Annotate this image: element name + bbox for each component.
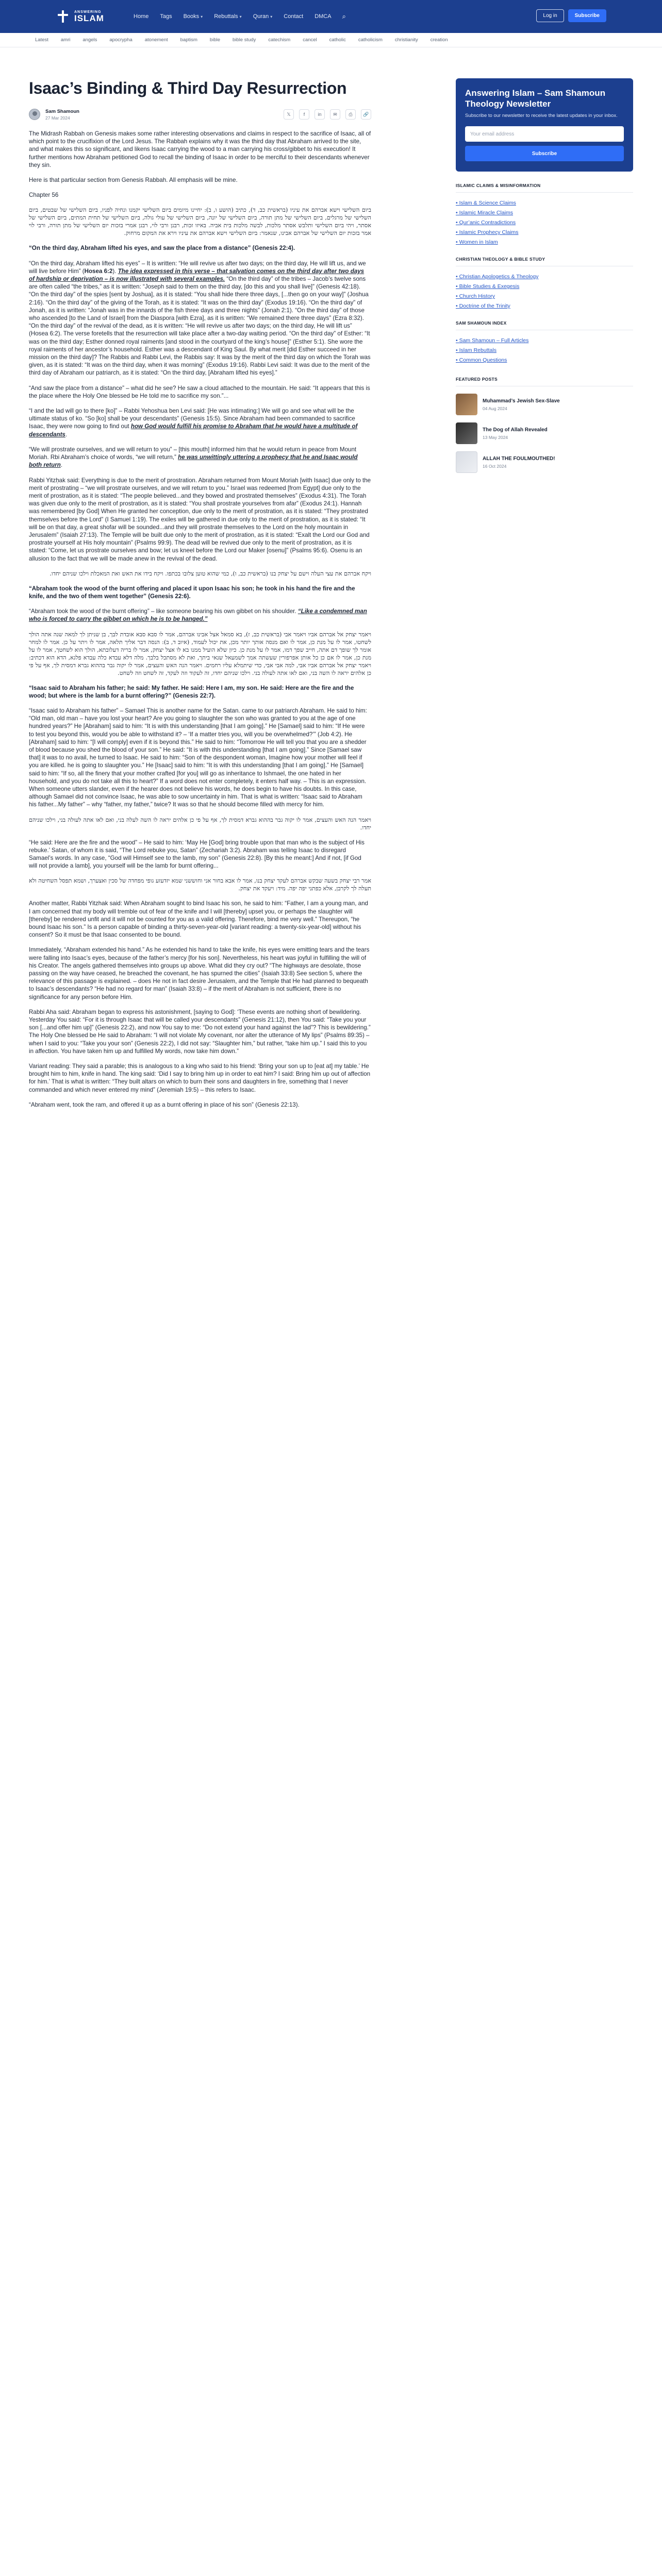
paragraph: Rabbi Yitzḥak said: Everything is due to the merit of prostration. Abraham returned from Mount Moriah [with Isaac] due only to the merit of prostrating – “we will prostrate ourselves, and we will return to you.” Israel was redeemed [from Egypt] due only to the merit of prostration, as it is stated: “The people believed...and they bowed and prostrated themselves” (Exodus 4:31). The Torah was given due only to the merit of prostration, as it is stated: “You shall prostrate yourselves from afar” (Exodus 24:1). Hannah was remembered [by God] When He granted her conception, due only to the merit of prostration, as it is stated: “They prostrated themselves before the Lord” (I Samuel 1:19). The exiles will be gathered in due only to the merit of prostration, as it is stated: “It will be on that day, a great shofar will be sounded...and they will prostrate themselves to the Lord on the holy mountain in Jerusalem” (Isaiah 27:13). The Temple will be built due only to the merit of prostration, as it is stated: “Exalt the Lord our God and prostrate yourself at His holy mountain” (Psalms 99:9). The dead will be revived due only to the merit of prostration, as it is stated: “Come, let us prostrate ourselves and bow; let us kneel before the Lord our Maker [osenu]” (Psalms 95:6). Osenu is an allusion to the fact that we will be made anew in the revival of the dead.: [29, 477, 371, 562]
hebrew-text: ויאמר הנה האש והעצים, אמר לו יקוה גבר בההוא גברא דמסית לך, אף על פי כן אלהים יראה לו השה לעלה בני, ואם לאו אתה לעולה בני, וילכו שניהם יחדו.: [29, 816, 371, 831]
print-icon[interactable]: ⎙: [345, 109, 356, 120]
newsletter-text: Subscribe to our newsletter to receive the latest updates in your inbox.: [465, 113, 618, 118]
tag-link[interactable]: catholic: [329, 37, 346, 43]
sidebar-link[interactable]: • Women in Islam: [456, 239, 633, 245]
article-main: [29, 78, 429, 1116]
featured-posts: [456, 377, 633, 473]
paragraph: “On the third day, Abraham lifted his eyes” – It is written: “He will revive us after two days; on the third day, He will lift us, and we will live before Him” (Hosea 6:2). The idea expressed in this verse – that salvation comes on the third day after two days of hardship or deprivation – is now illustrated with several examples. “On the third day” of the tribes – Jacob’s twelve sons are often called “the tribes,” as it is written: “Joseph said to them on the third day, [do this and you shall live]” (Genesis 42:18). “On the third day” of the spies [sent by Joshua], as it is stated: “You shall hide there three days, [...then go on your way]” (Joshua 2:16). “On the third day” of the giving of the Torah, as it is stated: “It was on the third day” (Exodus 19:16). “On the third day” of Jonah, as it is written: “Jonah was in the innards of the fish three days and three nights” (Jonah 2:1). “On the third day” of those who ascended [to the Land of Israel] from the Diaspora [with Ezra], as it is written: “We remained there three days” (Ezra 8:32). “On the third day” of the revival of the dead, as it is written: “He will revive us after two days; on the third day, He will lift us” (Hosea 6:2). The verse foretells that the resurrection will take place after a two-day waiting period. “On the third day” of Esther: “It was on the third day; Esther donned royal raiments [and stood in the courtyard of the king’s house]” (Esther 5:1). She wore the royal raiments of her ancestor’s household. Esther was a descendant of King Saul. By what merit [did Esther succeed in her mission on the third day]? The Rabbis and Rabbi Levi, the Rabbis say: It was by the merit of the third day on which the Torah was given, as it is stated: “It was on the third day, when it was morning” (Exodus 19:16). Rabbi Levi said: It was due to the merit of the third day of Abraham our patriarch, as it is stated: “On the third day, [Abraham lifted his eyes].”: [29, 260, 371, 377]
tag-link[interactable]: Latest: [35, 37, 48, 43]
sidebar-link[interactable]: • Christian Apologetics & Theology: [456, 274, 633, 280]
sidebar-link[interactable]: • Doctrine of the Trinity: [456, 303, 633, 309]
newsletter-subscribe-button[interactable]: Subscribe: [465, 146, 624, 161]
paragraph: “He said: Here are the fire and the wood” – He said to him: ‘May He [God] bring trouble upon that man who is the subject of His rebuke.’ Satan, of whom it is said, “The Lord rebuke you, Satan” (Zechariah 3:2). Abraham was telling Isaac to disregard Samael’s words. In any case, “God will Himself see to the lamb, my son” (Genesis 22:8). [By this he meant:] And if not, [if God will not provide a lamb], you yourself will be the lamb for burnt offering...: [29, 839, 365, 870]
tag-link[interactable]: angels: [82, 37, 97, 43]
sidebar-link[interactable]: • Common Questions: [456, 357, 633, 363]
paragraph: Variant reading: They said a parable; this is analogous to a king who said to his friend: ‘Bring your son up to [eat at] my table.’ He brought him to him, knife in hand. The king said: ‘Did I say to bring him up in order to eat him? I said: Bring him up out of affection for him.’ That is what is written: “They built altars on which to burn their sons and daughters in fire, something that I never commanded and which never entered my mind” (Jeremiah 19:5) – this refers to Isaac.: [29, 1063, 371, 1093]
sidebar-link[interactable]: • Islam Rebuttals: [456, 347, 633, 353]
featured-post[interactable]: [456, 394, 633, 415]
featured-post[interactable]: [456, 422, 633, 444]
featured-post[interactable]: [456, 451, 633, 473]
nav-item-home[interactable]: Home: [134, 13, 149, 20]
facebook-icon[interactable]: f: [299, 109, 309, 120]
tag-link[interactable]: bible study: [233, 37, 256, 43]
section-heading: CHRISTIAN THEOLOGY & BIBLE STUDY: [456, 257, 633, 266]
nav-item-rebuttals[interactable]: Rebuttals ▾: [214, 13, 242, 20]
sidebar: [456, 78, 633, 473]
search-icon[interactable]: ⌕: [342, 12, 346, 20]
tag-link[interactable]: creation: [430, 37, 448, 43]
login-button[interactable]: Log in: [536, 9, 564, 22]
sidebar-link[interactable]: • Qur’anic Contradictions: [456, 219, 633, 226]
tag-link[interactable]: catholicism: [358, 37, 383, 43]
tag-link[interactable]: christianity: [394, 37, 418, 43]
sidebar-section: [456, 257, 633, 309]
sidebar-link[interactable]: • Church History: [456, 293, 633, 299]
article-title: Isaac’s Binding & Third Day Resurrection: [29, 79, 347, 97]
sidebar-link[interactable]: • Bible Studies & Exegesis: [456, 283, 633, 290]
paragraph: “Isaac said to Abraham his father” – Samael This is another name for the Satan. came to our patriarch Abraham. He said to him: “Old man, old man – have you lost your heart? Are you going to slaughter the son who was granted to you at the age of one hundred years?” He [Abraham] said to him: “It is with this understanding [that I am going].” He [Samael] said to him: “If He were to test you beyond this, would you be able to withstand it? – ‘If a matter tries you, will you be overwhelmed?’” (Job 4:2). He [Abraham] said to him: “[I will comply] even if it is beyond this.” He said to him: “Tomorrow He will tell you that you are a shedder of blood because you shed the blood of your son.” He said: “It is with this understanding [that I am going].” Since [Samael saw that] it was to no avail, he turned to Isaac. He said to him: “Son of the despondent woman, Imagine how your mother will feel if you are killed. he is going to slaughter you.” He [Isaac] said to him: “It is with this understanding [that I am going].” He [Samael] said to him: “If so, all the finery that your mother crafted [for you] will go as inheritance to Ishmael, the one hated in her household, and you do not take all this to heart?” If a word does not enter completely, it enters half way. – This is an expression. When someone utters slander, even if the hearer does not believe his words, he does begin to have his doubts. In this case, although Samael did not convince Isaac, he was able to sow uncertainty in him. That is what is written: “Isaac said to Abraham his father...My father” – why “father, my father,” twice? It was so that he should become filled with mercy for him.: [29, 707, 367, 808]
nav-item-tags[interactable]: Tags: [160, 13, 172, 20]
link-icon[interactable]: 🔗: [361, 109, 371, 120]
article-meta: [29, 106, 429, 123]
section-heading: SAM SHAMOUN INDEX: [456, 320, 633, 330]
paragraph: “We will prostrate ourselves, and we will return to you” – [this mouth] informed him that he would return in peace from Mount Moriah. Rbi Abraham’s choice of words, “we will return,” he was unwittingly uttering a prophecy that he and Isaac would both return.: [29, 446, 358, 469]
email-icon[interactable]: ✉: [330, 109, 340, 120]
post-date: 13 May 2024: [483, 435, 508, 440]
paragraph: “And saw the place from a distance” – what did he see? He saw a cloud attached to the mountain. He said: “It appears that this is the place where the Holy One blessed be He told me to sacrifice my son.”...: [29, 384, 370, 399]
sidebar-link[interactable]: • Islam & Science Claims: [456, 200, 633, 206]
subscribe-button[interactable]: Subscribe: [568, 9, 606, 22]
hebrew-text: ביום השלישי וישא אברהם את עיניו (בראשית כב, ד), כתיב (הושע ו, ב): יחיינו מיומים ביום השלישי יקמנו ונחיה לפניו, ביום השלישי של שבטים, ביום השלישי של מרגלים, ביום השלישי של מתן תורה, ביום השלישי של יונה, ביום השלישי של עולי גולה, ביום השלישי של תחית המתים, ביום השלישי של אסתר, ויהי ביום השלישי ותלבש אסתר מלכות, לבשה מלכות בית אביה. באיזו זכות, רבנן ורבי לוי, רבנן אמרי בזכות יום השלישי של מתן תורה, ורבי לוי אמר בזכות יום השלישי של אברהם אבינו, שנאמר: ביום השלישי וישא אברהם את עיניו וירא את המקום מרחוק.: [29, 207, 371, 237]
paragraph: “Abraham went, took the ram, and offered it up as a burnt offering in place of his son” (Genesis 22:13).: [29, 1101, 300, 1108]
publish-date: 27 Mar 2024: [45, 115, 70, 121]
logo-big-text: ISLAM: [74, 13, 104, 23]
paragraph: Here is that particular section from Genesis Rabbah. All emphasis will be mine.: [29, 177, 238, 184]
nav-item-dmca[interactable]: DMCA: [315, 13, 332, 20]
nav-item-books[interactable]: Books ▾: [183, 13, 203, 20]
paragraph: Immediately, “Abraham extended his hand.” As he extended his hand to take the knife, his eyes were emitting tears and the tears were falling into Isaac’s eyes, because of the father’s mercy [for his son]. Nevertheless, his heart was joyful in fulfilling the will of his Creator. The angels gathered themselves into groups up above. What did they cry out? “The highways are desolate, those passing on the way have ceased, he breached the covenant, he has spurned the cities” (Isaiah 33:8) See section 5, where the relevance of this passage is explained. – does He not in fact desire Jerusalem, and the Temple that He had planned to bequeath to Isaac’s descendants? “He had no regard for man” (Isaiah 33:8) – if the merit of Abraham is not sufficient, there is no significance for any person before Him.: [29, 946, 370, 1001]
verse-heading: “Isaac said to Abraham his father; he said: My father. He said: Here I am, my son. He said: Here are the fire and the wood; but where is the lamb for a burnt offering?” (Genesis 22:7).: [29, 684, 354, 699]
sidebar-link[interactable]: • Sam Shamoun – Full Articles: [456, 337, 633, 344]
tag-link[interactable]: apocrypha: [109, 37, 133, 43]
cross-icon: [56, 9, 70, 24]
chevron-down-icon: ▾: [239, 14, 242, 19]
hebrew-text: אמר רבי יצחק בשעה שבקש אברהם לעקד יצחק בנו, אמר לו אבא בחור אני וחוששני שמא יזדעזע גופי מפחדה של סכין ואצערך, ושמא תפסל השחיטה ולא תעלה לך לקרבן, אלא כפתני יפה יפה. מיד: ויעקד את יצחק.: [29, 877, 371, 892]
paragraph: The Midrash Rabbah on Genesis makes some rather interesting observations and claims in respect to the sacrifice of Isaac, all of which point to the crucifixion of the Lord Jesus. The Rabbah explains why it was the third day that Abraham arrived to the site, and what makes this so significant, and likens Isaac carrying the wood to a man carrying his cross/gibbet to his execution! It further mentions how Abraham petitioned God to recall the binding of Isaac in order to be merciful to their descendants whenever they sin.: [29, 130, 371, 168]
tag-link[interactable]: catechism: [268, 37, 291, 43]
tag-link[interactable]: amri: [60, 37, 71, 43]
tag-link[interactable]: atonement: [144, 37, 168, 43]
section-heading: ISLAMIC CLAIMS & MISINFORMATION: [456, 183, 633, 193]
sidebar-section: [456, 183, 633, 245]
section-heading: FEATURED POSTS: [456, 377, 633, 386]
tag-link[interactable]: cancel: [303, 37, 317, 43]
post-date: 04 Aug 2024: [483, 406, 507, 411]
chevron-down-icon: ▾: [270, 14, 273, 19]
paragraph: Another matter, Rabbi Yitzhak said: When Abraham sought to bind Isaac his son, he said to him: “Father, I am a young man, and I am concerned that my body will tremble out of fear of the knife and I will [thereby] upset you, or perhaps the slaughter will [thereby] be rendered unfit and it will not be counted for you as a valid offering. Therefore, bind me very well.” Thereupon, “he bound Isaac his son.” Is a person capable of binding a thirty-seven-year-old [variant reading: a twenty-six-year-old] without his consent? So it must be that Isaac consented to be bound.: [29, 900, 368, 939]
sidebar-section: [456, 320, 633, 363]
tag-link[interactable]: bible: [209, 37, 220, 43]
hebrew-text: ויאמר יצחק אל אברהם אביו ויאמר אבי (בראשית כב, ז), בא סמאל אצל אבינו אברהם, אמר לו סבא סבא אובדת לבך, בן שניתן לך למאה שנה אתה הולך לשחטו, אמר לו על מנת כן, אמר לו ואם מנסה אותך יותר מכן, את יכול לעמוד, (איוב ד, ב): הנסה דבר אליך תלאה, אמר לו ויתר על כן. אמר לו למחר אומר לך שופך דם אתה, חייב שפך דמו, אמר לו על מנת כן. כיון שלא הועיל ממנו בא לו אצל יצחק, אמר לו בריה דעלובתא, הולך הוא לשחטך, אמר לו על מנת כן, אמר לו אם כן כל אותן אפרפורין שעשתה אמך לשמעאל שנאי ביתך, ואת לא מסתכל בלבך. מלה דלא עבדא כלה עבדא פלגא, הדא הוא דכתיב: ויאמר יצחק אל אברהם אביו אבי, למה אבי אבי, כדי שיתמלא עליו רחמים. ויאמר הנה האש והעצים, אמר לו יקוה גבר בההוא גברא דמסית לך, אף על פי כן אלהים יראה לו השה בני, ואם לאו אתה לעולה בני. וילכו שניהם יחדו, זה לעקוד וזה לעקד, זה לשחט וזה לשחט.: [29, 631, 371, 676]
newsletter-box: [456, 78, 633, 172]
top-navbar: [0, 0, 662, 33]
logo-small-text: ANSWERING: [74, 10, 102, 14]
post-title[interactable]: The Dog of Allah Revealed: [483, 427, 548, 433]
post-thumbnail[interactable]: [456, 422, 477, 444]
site-logo[interactable]: [56, 9, 123, 24]
paragraph: Chapter 56: [29, 192, 59, 199]
post-thumbnail[interactable]: [456, 451, 477, 473]
paragraph: Rabbi Aha said: Abraham began to express his astonishment, [saying to God]: ‘These events are nothing short of bewildering. Yesterday You said: “For it is through Isaac that will be called your descendants” (Genesis 21:12), then You said: “Take you your son [...and offer him up]” (Genesis 22:2), and now You say to me: “Do not extend your hand against the lad”? This is bewildering.” The Holy One blessed be He said to Abraham: “I will not violate My covenant, nor alter the utterance of My lips” (Psalms 89:35) – when I said to you: “Take you your son” (Genesis 22:2), I did not say: “Slaughter him,” but rather, “take him up.” I said this to you in affection. You have taken him up and fulfilled My words, now take him down.”: [29, 1008, 371, 1055]
linkedin-icon[interactable]: in: [315, 109, 325, 120]
post-title[interactable]: ALLAH THE FOULMOUTHED!: [483, 456, 555, 462]
main-nav: [128, 13, 337, 20]
post-title[interactable]: Muhammad’s Jewish Sex-Slave: [483, 398, 560, 404]
post-thumbnail[interactable]: [456, 394, 477, 415]
verse-heading: “Abraham took the wood of the burnt offering and placed it upon Isaac his son; he took in his hand the fire and the knife, and the two of them went together” (Genesis 22:6).: [29, 585, 355, 600]
article-body: [29, 130, 371, 1109]
paragraph: “I and the lad will go to there [ko]” – Rabbi Yehoshua ben Levi said: [He was intimating:] We will go and see what will be the ultimate status of ko. “So [ko] shall be your descendants” (Genesis 15:5). Since Abraham had been commanded to sacrifice Isaac, they were now going to find out how God would fulfill his promise to Abraham that he would have a multitude of descendants.: [29, 408, 358, 438]
sidebar-link[interactable]: • Islamic Miracle Claims: [456, 210, 633, 216]
chevron-down-icon: ▾: [201, 14, 203, 19]
share-buttons: [284, 109, 371, 120]
x-icon[interactable]: 𝕏: [284, 109, 294, 120]
sidebar-link[interactable]: • Islamic Prophecy Claims: [456, 229, 633, 235]
paragraph: “Abraham took the wood of the burnt offering” – like someone bearing his own gibbet on his shoulder. “Like a condemned man who is forced to carry the gibbet on which he is to be hanged.”: [29, 608, 367, 623]
author-avatar[interactable]: [29, 109, 40, 120]
nav-item-contact[interactable]: Contact: [284, 13, 304, 20]
nav-item-quran[interactable]: Quran ▾: [253, 13, 273, 20]
tag-link[interactable]: baptism: [180, 37, 197, 43]
newsletter-title: Answering Islam – Sam Shamoun Theology Newsletter: [465, 88, 606, 109]
verse-heading: “On the third day, Abraham lifted his eyes, and saw the place from a distance” (Genesis 22:4).: [29, 245, 295, 252]
post-date: 16 Oct 2024: [483, 464, 507, 469]
tag-bar: [0, 33, 662, 47]
email-input[interactable]: Your email address: [465, 126, 624, 142]
author-name[interactable]: Sam Shamoun: [45, 108, 79, 114]
hebrew-text: ויקח אברהם את עצי העלה וישם על יצחק בנו (בראשית כב, ו), כמי שהוא טוען צלובו בכתפו. ויקח בידו את האש ואת המאכלת וילכו שניהם יחדו.: [49, 570, 371, 577]
